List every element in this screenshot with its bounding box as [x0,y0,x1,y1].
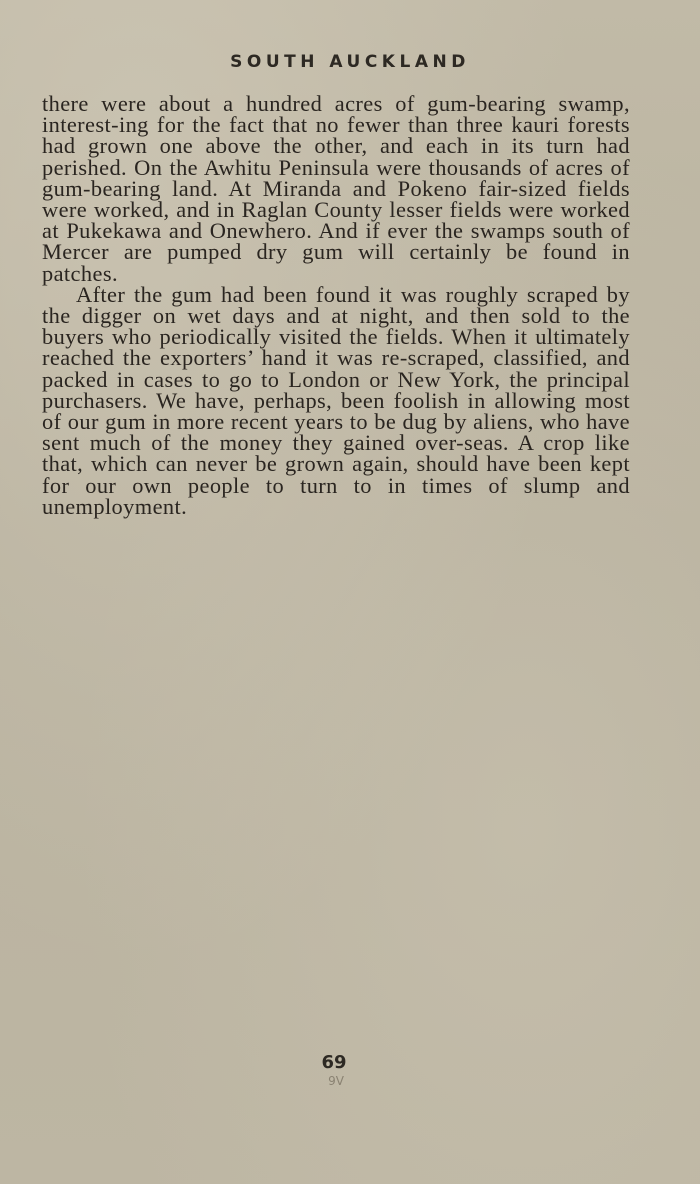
paragraph-1: there were about a hundred acres of gum-bearing swamp, interest-ing for the fact that no fewer than three kauri forests had grown one above the other, and each in its turn had perished. On the Awhitu Peninsula were thousands of acres of gum-bearing land. At Miranda and Pokeno fair-sized fields were worked, and in Raglan County lesser fields were worked at Pukekawa and Onewhero. And if ever the swamps south of Mercer are pumped dry gum will certainly be found in patches. [42,91,630,286]
page-number: 69 [321,1052,347,1073]
running-head: SOUTH AUCKLAND [230,52,470,72]
body-text [42,93,630,517]
paragraph-2: After the gum had been found it was roughly scraped by the digger on wet days and at night, and then sold to the buyers who periodically visited the fields. When it ultimately reached the exporters’ hand it was re-scraped, classified, and packed in cases to go to London or New York, the principal purchasers. We have, perhaps, been foolish in allowing most of our gum in more recent years to be dug by aliens, who have sent much of the money they gained over-seas. A crop like that, which can never be grown again, should have been kept for our own people to turn to in times of slump and unemployment. [42,281,630,519]
signature-mark: 9V [328,1074,344,1088]
